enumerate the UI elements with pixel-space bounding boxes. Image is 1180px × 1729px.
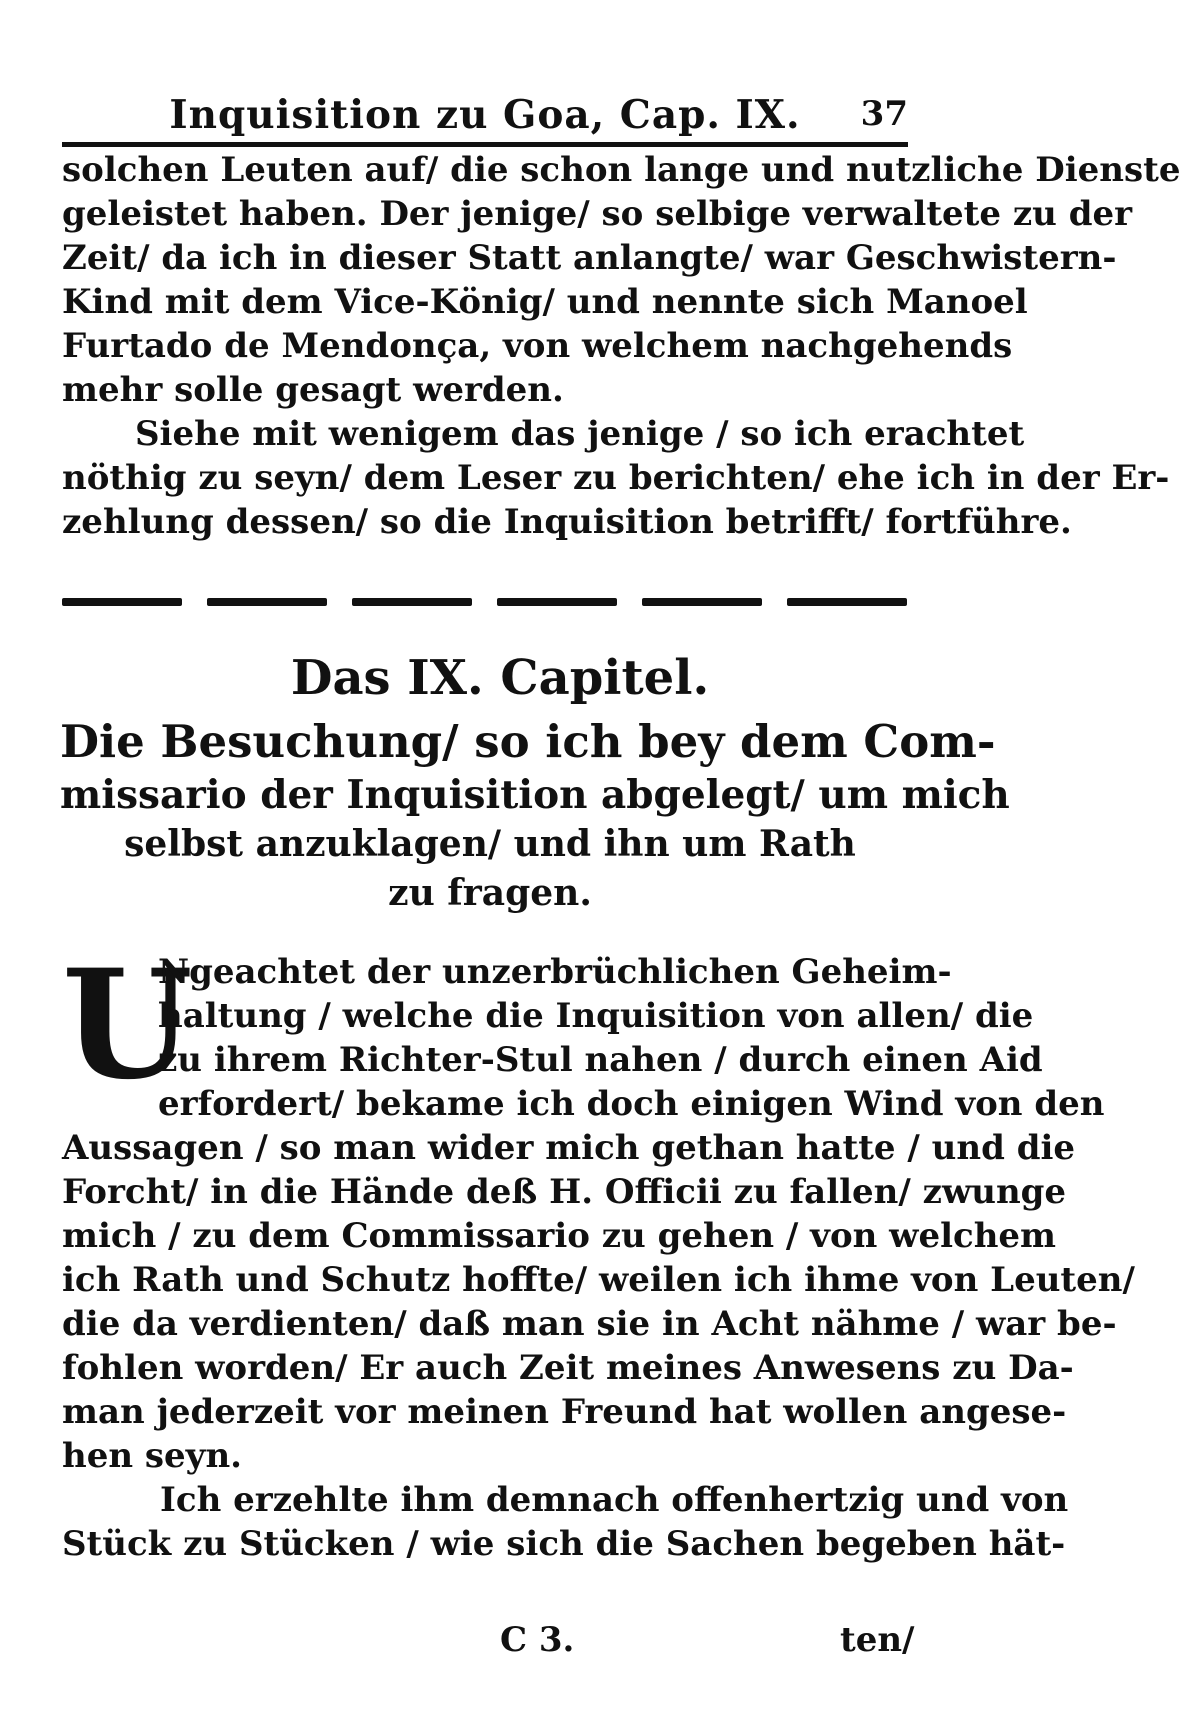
text-line: geleistet haben. Der jenige/ so selbige verwaltete zu der xyxy=(62,194,1133,234)
text-line: Ich erzehlte ihm demnach offenhertzig und von xyxy=(160,1480,1069,1520)
text-line: Kind mit dem Vice-König/ und nennte sich Manoel xyxy=(62,282,1028,322)
text-line: erfordert/ bekame ich doch einigen Wind von den xyxy=(158,1084,1105,1124)
text-line: Ngeachtet der unzerbrüchlichen Geheim- xyxy=(158,952,952,992)
text-line: Forcht/ in die Hände deß H. Officii zu fallen/ zwunge xyxy=(62,1172,1067,1212)
text-line: zehlung dessen/ so die Inquisition betrifft/ fortführe. xyxy=(62,502,1072,542)
text-line: man jederzeit vor meinen Freund hat wollen angese- xyxy=(62,1392,1067,1432)
chapter-title-line: Die Besuchung/ so ich bey dem Com- xyxy=(60,715,996,768)
chapter-heading: Das IX. Capitel. xyxy=(290,650,710,706)
text-line: haltung / welche die Inquisition von allen/ die xyxy=(158,996,1034,1036)
text-line: hen seyn. xyxy=(62,1436,242,1476)
text-line: nöthig zu seyn/ dem Leser zu berichten/ ehe ich in der Er- xyxy=(62,458,1170,498)
text-line: Furtado de Mendonça, von welchem nachgehends xyxy=(62,326,1013,366)
page-number: 37 xyxy=(860,94,908,134)
text-line: die da verdienten/ daß man sie in Acht nähme / war be- xyxy=(62,1304,1117,1344)
drop-cap: U xyxy=(62,937,193,1113)
text-line: mich / zu dem Commissario zu gehen / von welchem xyxy=(62,1216,1057,1256)
chapter-title-line: zu fragen. xyxy=(388,872,592,914)
chapter-title-line: selbst anzuklagen/ und ihn um Rath xyxy=(124,823,856,865)
text-line: ich Rath und Schutz hoffte/ weilen ich ihme von Leuten/ xyxy=(62,1260,1135,1300)
text-line: mehr solle gesagt werden. xyxy=(62,370,564,410)
text-line: zu ihrem Richter-Stul nahen / durch einen Aid xyxy=(158,1040,1043,1080)
header-rule xyxy=(62,142,908,147)
text-line: Siehe mit wenigem das jenige / so ich erachtet xyxy=(135,414,1025,454)
running-head xyxy=(62,92,908,142)
text-line: Aussagen / so man wider mich gethan hatte / und die xyxy=(62,1128,1076,1168)
text-line: fohlen worden/ Er auch Zeit meines Anwesens zu Da- xyxy=(62,1348,1074,1388)
running-head-title: Inquisition zu Goa, Cap. IX. xyxy=(169,92,801,138)
chapter-title-line: missario der Inquisition abgelegt/ um mich xyxy=(60,772,1010,818)
text-line: Stück zu Stücken / wie sich die Sachen begeben hät- xyxy=(62,1524,1066,1564)
section-separator xyxy=(62,598,907,610)
catchword: ten/ xyxy=(840,1620,915,1660)
signature-mark: C 3. xyxy=(500,1620,575,1660)
text-line: Zeit/ da ich in dieser Statt anlangte/ war Geschwistern- xyxy=(62,238,1117,278)
text-line: solchen Leuten auf/ die schon lange und nutzliche Dienste xyxy=(62,150,1180,190)
